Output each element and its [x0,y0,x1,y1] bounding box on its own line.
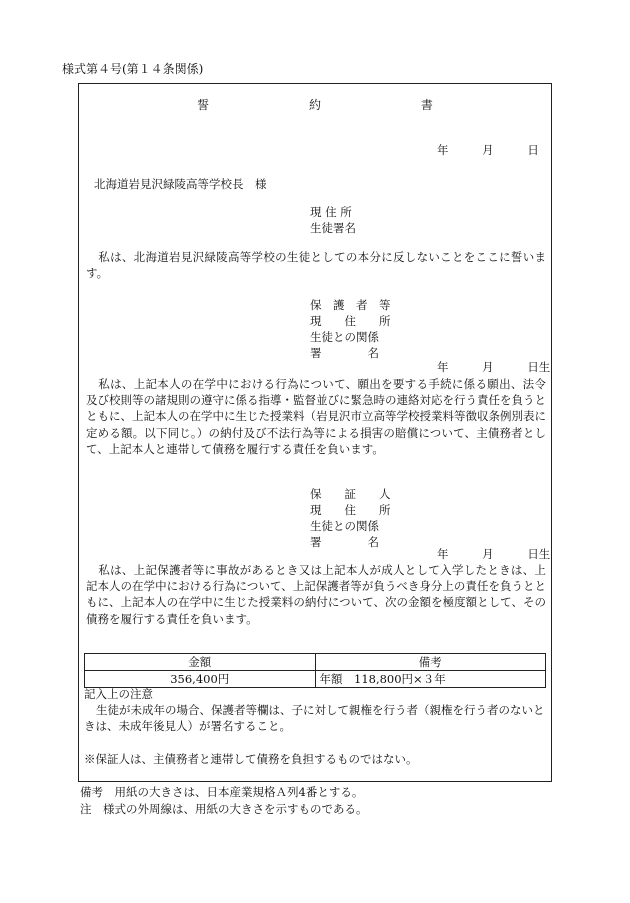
title-char: 誓 [197,98,210,112]
guardian-relation-label: 生徒との関係 [310,330,379,344]
date-month: 月 [482,143,494,157]
amount-cell: 356,400円 [85,671,316,688]
guarantor-oath: 私は、上記保護者等に事故があるとき又は上記本人が成人として入学したときは、上記本人の在学中における行為について、上記保護者等が負うべき身分上の責任を負うとともに、上記本人の在学中に生じた授業料の納付について、次の金額を極度額として、その債務を履行する責任を負います。 [86,563,546,626]
date-year: 年 [437,143,449,157]
table-header-amount: 金額 [85,654,316,671]
amount-table [84,653,546,688]
addressee: 北海道岩見沢緑陵高等学校長 様 [94,177,267,191]
guardian-labels [310,297,391,361]
footer-note-paper-size: 備考 用紙の大きさは、日本産業規格Ａ列4番とする。 [80,785,364,799]
notes-heading: 記入上の注意 [84,687,153,701]
table-header-row [85,654,546,671]
date-line [437,142,539,158]
guarantor-signature-label: 署 名 [310,535,379,549]
document-title [0,96,630,113]
date-day: 日 [527,143,539,157]
student-labels [310,204,356,236]
guarantor-birth-date: 年 月 日生 [437,547,551,561]
guardian-address-label: 現 住 所 [310,314,391,328]
notes-item: ※保証人は、主債務者と連帯して債務を負担するものではない。 [84,751,418,766]
form-number: 様式第４号(第１４条関係) [62,62,204,76]
guarantor-labels [310,486,391,550]
guardian-signature-label: 署 名 [310,346,379,360]
table-header-remarks: 備考 [315,654,546,671]
guarantor-address-label: 現 住 所 [310,503,391,517]
guarantor-title-label: 保 証 人 [310,487,391,501]
guarantor-relation-label: 生徒との関係 [310,519,379,533]
student-signature-label: 生徒署名 [310,221,356,235]
title-char: 約 [308,98,321,112]
student-address-label: 現 住 所 [310,205,352,219]
remarks-cell: 年額 118,800円×３年 [315,671,546,688]
guardian-title-label: 保 護 者 等 [310,298,391,312]
guardian-oath: 私は、上記本人の在学中における行為について、願出を要する手続に係る願出、法令及び校則等の諸規則の遵守に係る指導・監督並びに緊急時の連絡対応を行う責任を負うとともに、上記本人の在学中に生じた授業料（岩見沢市立高等学校授業料等徴収条例別表に定める額。以下同じ。）の納付及び不法行為等による損害の賠償について、主債務者として、上記本人と連帯して債務を履行する責任を負います。 [86,377,546,456]
student-oath: 私は、北海道岩見沢緑陵高等学校の生徒としての本分に反しないことをここに誓います。 [86,250,546,281]
guardian-birth-date: 年 月 日生 [437,360,551,374]
table-row [85,671,546,688]
footer-note-frame: 注 様式の外周線は、用紙の大きさを示すものである。 [80,802,368,816]
notes-item: 生徒が未成年の場合、保護者等欄は、子に対して親権を行う者（親権を行う者のないときは、未成年後見人）が署名すること。 [84,703,545,734]
title-char: 書 [420,98,433,112]
notes-section [84,686,550,767]
